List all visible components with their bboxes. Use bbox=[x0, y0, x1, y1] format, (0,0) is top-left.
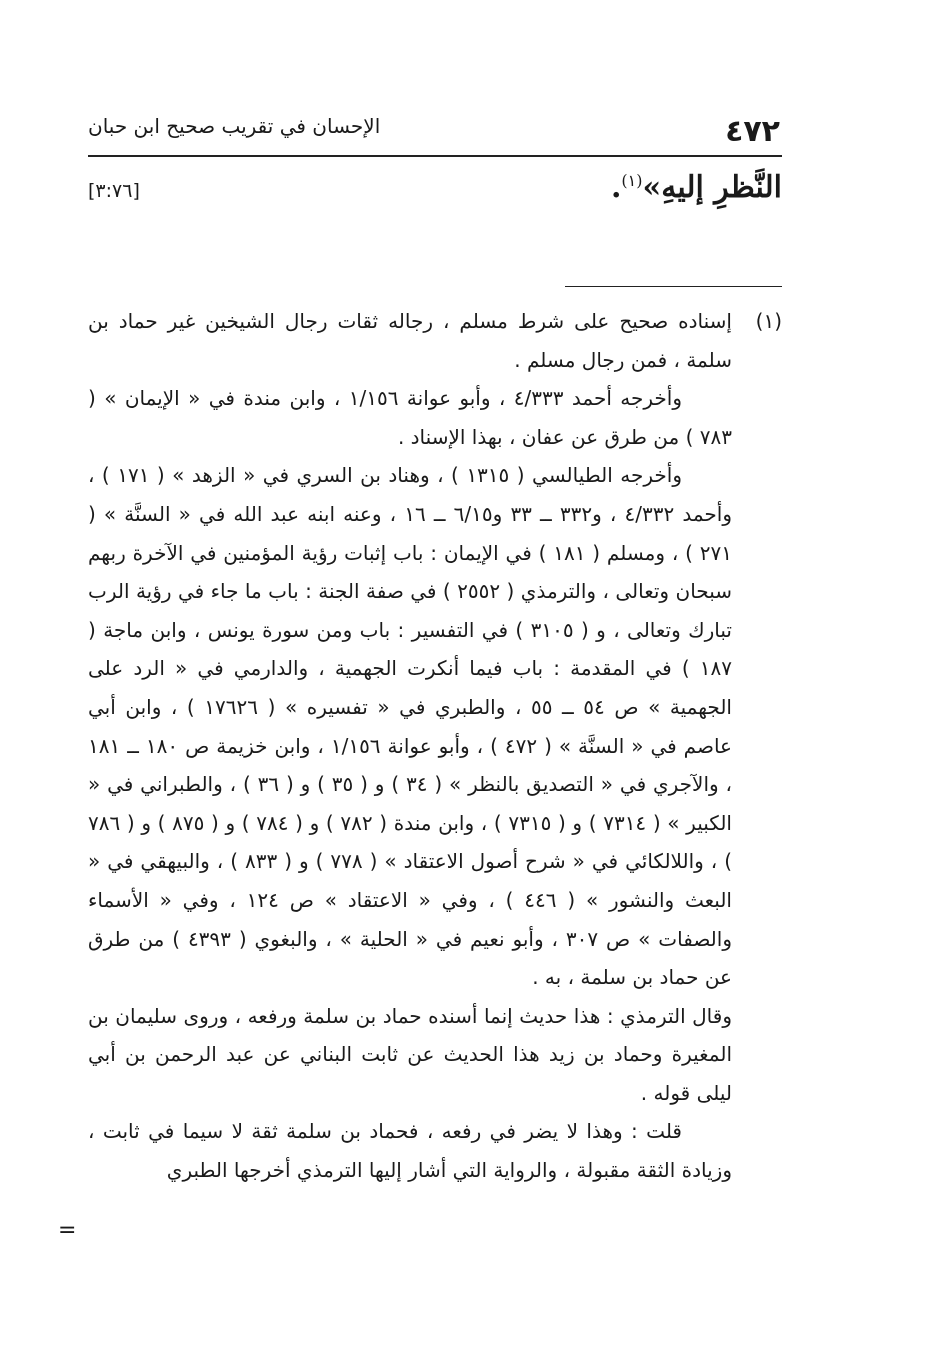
footnote-body bbox=[88, 302, 732, 1190]
footnote-paragraph-comment: قلت : وهذا لا يضر في رفعه ، فحماد بن سلمة ثقة لا سيما في ثابت ، وزيادة الثقة مقبولة ، والرواية التي أشار إليها الترمذي أخرجها الطبري bbox=[88, 1119, 732, 1183]
hadith-reference: [٣:٧٦] bbox=[88, 180, 140, 202]
page-number: ٤٧٢ bbox=[725, 114, 780, 149]
footnote-paragraph-takhrij: وأخرجه الطيالسي ( ١٣١٥ ) ، وهناد بن السري في « الزهد » ( ١٧١ ) ، وأحمد ٤/٣٣٢ ، و٣٣٢ ــ ٣٣ و٦/١٥ ــ ١٦ ، وعنه ابنه عبد الله في « السنَّة » ( ٢٧١ ) ، ومسلم ( ١٨١ ) في الإيمان : باب إثبات رؤية المؤمنين في الآخرة ربهم سبحان وتعالى ، والترمذي ( ٢٥٥٢ ) في صفة الجنة : باب ما جاء في رؤية الرب تبارك وتعالى ، و ( ٣١٠٥ ) في التفسير : باب ومن سورة يونس ، وابن ماجة ( ١٨٧ ) في المقدمة : باب فيما أنكرت الجهمية ، والدارمي في « الرد على الجهمية » ص ٥٤ ــ ٥٥ ، والطبري في « تفسيره » ( ١٧٦٢٦ ) ، وابن أبي عاصم في « السنَّة » ( ٤٧٢ ) ، وأبو عوانة ١/١٥٦ ، وابن خزيمة ص ١٨٠ ــ ١٨١ ، والآجري في « التصديق بالنظر » ( ٣٤ ) و ( ٣٥ ) و ( ٣٦ ) ، والطبراني في « الكبير » ( ٧٣١٤ ) و ( ٧٣١٥ ) ، وابن مندة ( ٧٨٢ ) و ( ٧٨٤ ) و ( ٨٧٥ ) و ( ٧٨٦ ) ، واللالكائي في « شرح أصول الاعتقاد » ( ٧٧٨ ) و ( ٨٣٣ ) ، والبيهقي في « البعث والنشور » ( ٤٤٦ ) ، وفي « الاعتقاد » ص ١٢٤ ، وفي « الأسماء والصفات » ص ٣٠٧ ، وأبو نعيم في « الحلية » ، والبغوي ( ٤٣٩٣ ) من طرق عن حماد بن سلمة ، به . bbox=[88, 463, 733, 990]
footnotes bbox=[88, 302, 782, 1190]
running-title: الإحسان في تقريب صحيح ابن حبان bbox=[88, 114, 381, 138]
main-text-content: النَّظرِ إليهِ» bbox=[642, 170, 782, 205]
footnote-paragraph-tirmidhi: وقال الترمذي : هذا حديث إنما أسنده حماد بن سلمة ورفعه ، وروى سليمان بن المغيرة وحماد بن زيد هذا الحديث عن ثابت البناني عن عبد الرحمن بن أبي ليلى قوله . bbox=[88, 1003, 732, 1105]
footnote-rule bbox=[565, 286, 782, 287]
header-rule bbox=[88, 155, 782, 157]
continuation-mark: = bbox=[58, 1218, 77, 1243]
page-header bbox=[88, 110, 780, 150]
footnote-marker: (١) bbox=[621, 171, 643, 190]
footnote-paragraph-grading: إسناده صحيح على شرط مسلم ، رجاله ثقات رجال الشيخين غير حماد بن سلمة ، فمن رجال مسلم . bbox=[88, 309, 732, 372]
footnote-paragraph-ahmad: وأخرجه أحمد ٤/٣٣٣ ، وأبو عوانة ١/١٥٦ ، وابن مندة في « الإيمان » ( ٧٨٣ ) من طرق عن عفان ، بهذا الإسناد . bbox=[88, 386, 732, 449]
footnote-number: (١) bbox=[755, 309, 782, 333]
main-text-period: . bbox=[610, 170, 622, 205]
main-text bbox=[611, 170, 782, 205]
